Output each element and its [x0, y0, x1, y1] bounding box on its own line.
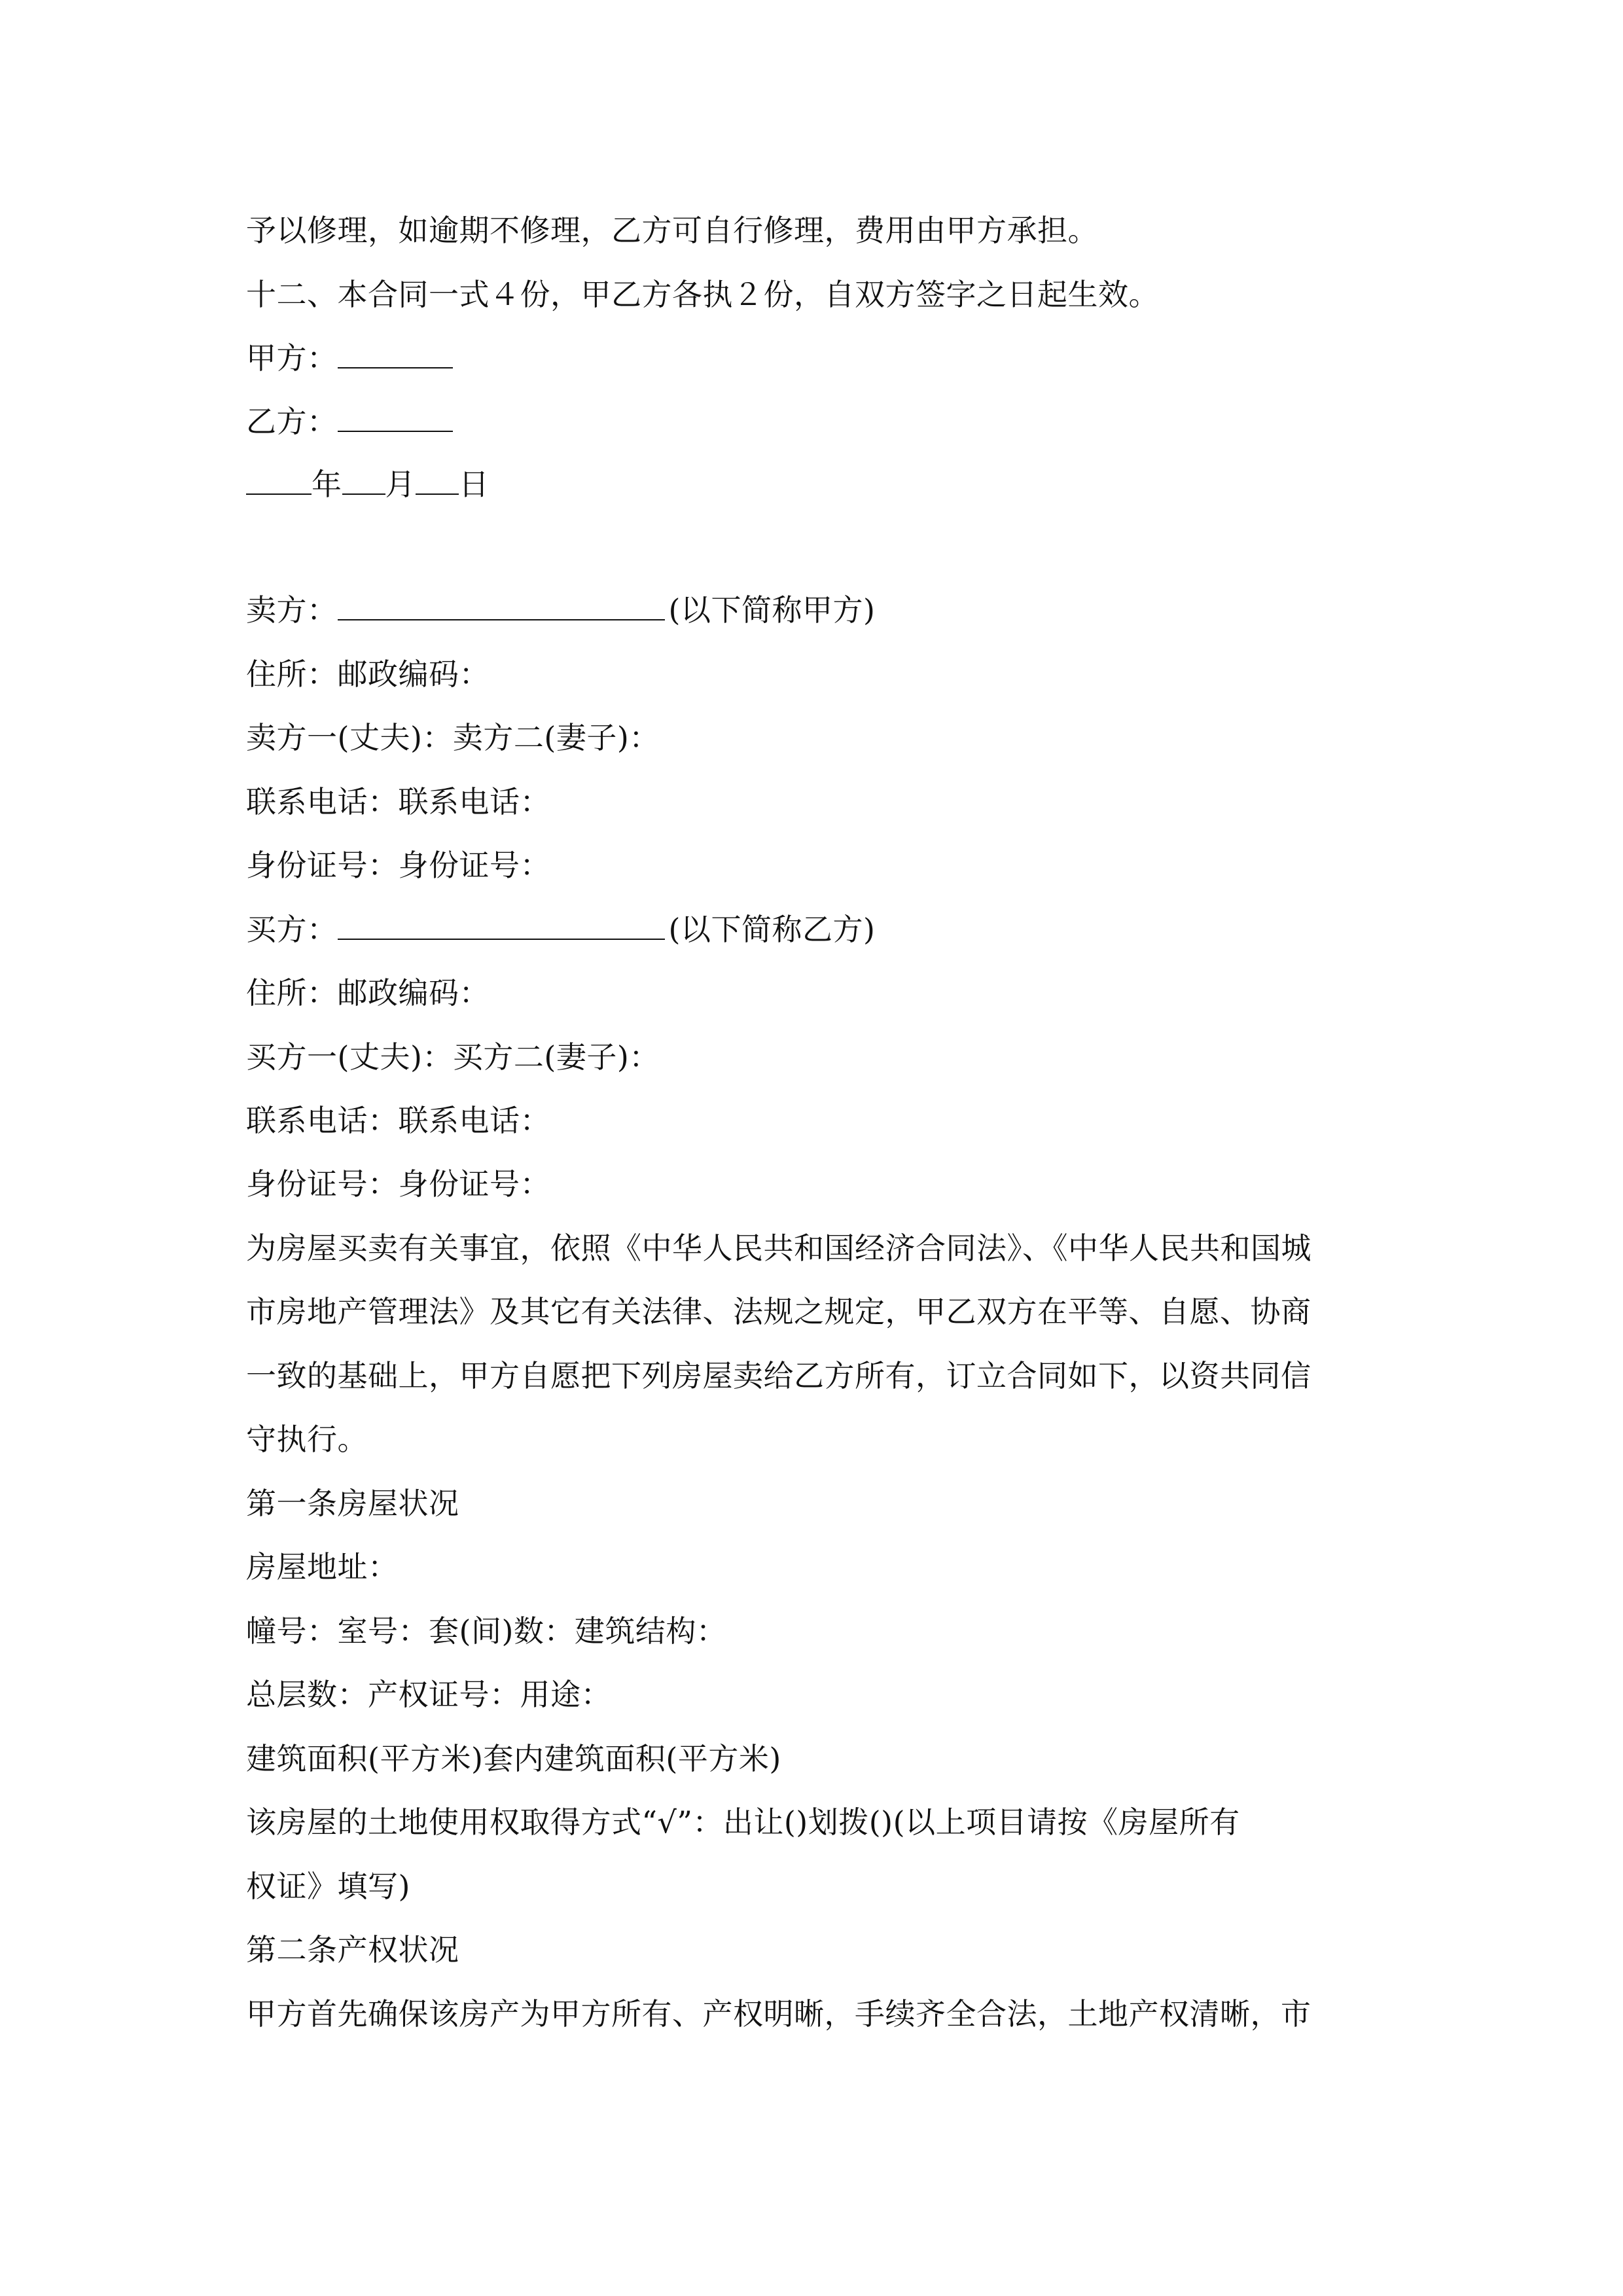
- party-a-label: 甲方：: [246, 340, 338, 376]
- party-a-signature-line: [246, 338, 1385, 378]
- article-1-land-line-2: 权证》填写): [246, 1869, 410, 1904]
- month-label: 月: [385, 467, 416, 502]
- preamble-line-4: 守执行。: [246, 1422, 368, 1457]
- party-b-label: 乙方：: [246, 404, 338, 439]
- article-1-land-line-1: 该房屋的土地使用权取得方式“√”：出让()划拨()(以上项目请按《房屋所有: [246, 1804, 1240, 1840]
- article-1-title: 第一条房屋状况: [246, 1486, 459, 1521]
- seller-phone-line: 联系电话：联系电话：: [246, 784, 550, 819]
- seller-address-line: 住所：邮政编码：: [246, 656, 490, 692]
- buyer-suffix: (以下简称乙方): [668, 912, 876, 947]
- signing-date-line: [246, 465, 1385, 504]
- seller-suffix: (以下简称甲方): [668, 592, 876, 628]
- preamble-line-1: 为房屋买卖有关事宜，依照《中华人民共和国经济合同法》、《中华人民共和国城: [246, 1230, 1311, 1266]
- article-2-line-1: 甲方首先确保该房产为甲方所有、产权明晰，手续齐全合法，土地产权清晰，市: [246, 1996, 1311, 2032]
- seller-label: 卖方：: [246, 592, 338, 628]
- buyer-name-blank: [338, 912, 665, 940]
- seller-line: [246, 590, 1385, 630]
- party-b-signature-blank: [338, 404, 453, 432]
- previous-contract-line-2: 十二、本合同一式４份，甲乙方各执２份，自双方签字之日起生效。: [246, 277, 1159, 312]
- article-1-area-line: 建筑面积(平方米)套内建筑面积(平方米): [246, 1741, 781, 1776]
- buyer-id-line: 身份证号：身份证号：: [246, 1166, 550, 1202]
- day-blank: [416, 467, 459, 495]
- buyer-persons-line: 买方一(丈夫)：买方二(妻子)：: [246, 1039, 660, 1075]
- article-1-floors-line: 总层数：产权证号：用途：: [246, 1677, 611, 1712]
- article-1-address: 房屋地址：: [246, 1549, 399, 1585]
- buyer-phone-line: 联系电话：联系电话：: [246, 1103, 550, 1138]
- year-blank: [246, 467, 312, 495]
- seller-id-line: 身份证号：身份证号：: [246, 848, 550, 883]
- seller-name-blank: [338, 593, 665, 620]
- article-1-unit-line: 幢号：室号：套(间)数：建筑结构：: [246, 1613, 727, 1649]
- buyer-label: 买方：: [246, 912, 338, 947]
- preamble-line-2: 市房地产管理法》及其它有关法律、法规之规定，甲乙双方在平等、自愿、协商: [246, 1294, 1311, 1329]
- party-a-signature-blank: [338, 341, 453, 368]
- article-2-title: 第二条产权状况: [246, 1932, 459, 1967]
- previous-contract-line-1: 予以修理，如逾期不修理，乙方可自行修理，费用由甲方承担。: [246, 213, 1098, 248]
- buyer-line: [246, 910, 1385, 949]
- day-label: 日: [459, 467, 490, 502]
- month-blank: [342, 467, 385, 495]
- seller-persons-line: 卖方一(丈夫)：卖方二(妻子)：: [246, 720, 660, 755]
- buyer-address-line: 住所：邮政编码：: [246, 975, 490, 1011]
- preamble-line-3: 一致的基础上，甲方自愿把下列房屋卖给乙方所有，订立合同如下，以资共同信: [246, 1358, 1311, 1393]
- party-b-signature-line: [246, 402, 1385, 441]
- year-label: 年: [312, 467, 342, 502]
